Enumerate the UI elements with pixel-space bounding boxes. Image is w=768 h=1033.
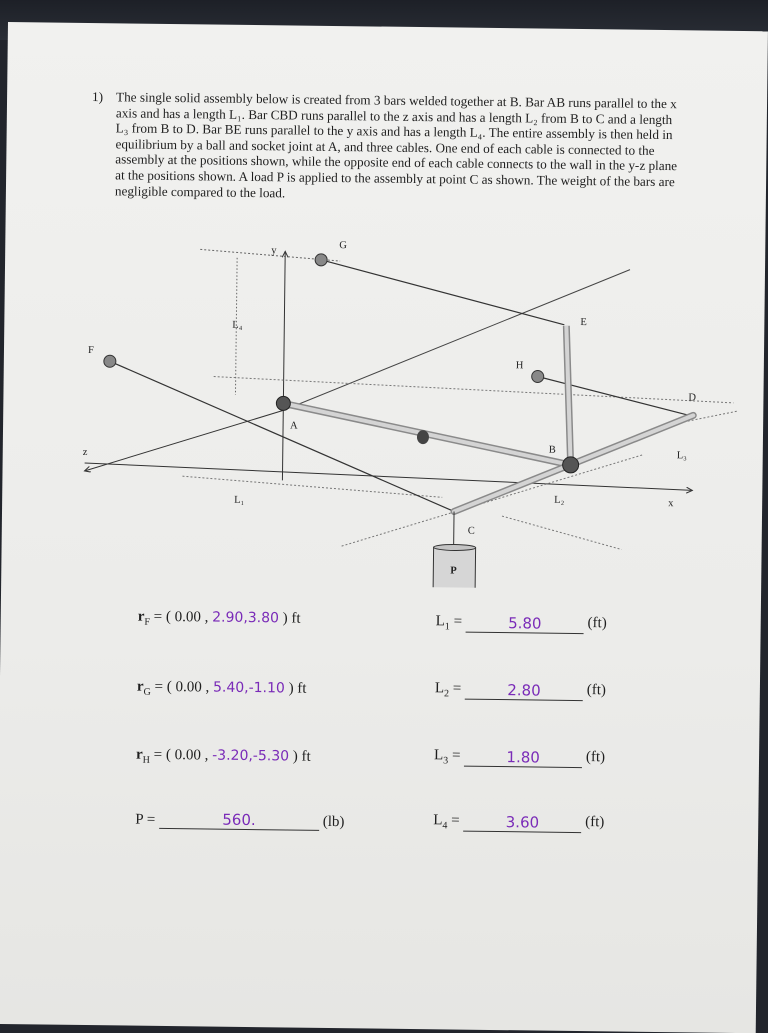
L1-dim-line	[182, 476, 442, 497]
wall-line	[283, 265, 630, 414]
label-F: F	[88, 345, 94, 356]
weld-joint-B	[563, 457, 579, 473]
assembly-diagram	[1, 22, 768, 591]
label-P: P	[450, 565, 457, 576]
P-handwritten-value: 560.	[159, 810, 319, 831]
wall-anchor-H	[532, 370, 544, 382]
label-y: y	[271, 245, 277, 256]
answer-P: P = 560. (lb)	[135, 810, 344, 832]
label-H: H	[516, 360, 524, 371]
label-L4: L₄	[232, 320, 243, 331]
answer-rH: $r_H$ = ( 0.00 , -3.20,-5.30 ) ft	[136, 747, 311, 768]
answer-L4: $L_4 = 3.60$ (ft)	[433, 812, 604, 833]
L1-handwritten-value: 5.80	[466, 614, 584, 634]
problem-text: The single solid assembly below is created from 3 bars welded together at B. Bar AB runs parallel to the x axis and has a length L₁. Bar CBD runs parallel to the z axis and has a length L₂ from B to C and a length L₃ from B to D. Bar BE runs parallel to the y axis and has a length L₄. The entire assembly is then held in equilibrium by a ball and socket joint at A, and three cables. One end of each cable is connected to the assembly at the positions shown, while the opposite end of each cable connects to the wall in the y-z plane at the positions shown. A load P is applied to the assembly at point C as shown. The weight of the bars are negligible compared to the load.	[115, 89, 682, 205]
L3-handwritten-value: 1.80	[464, 748, 582, 768]
ref-dotted-low	[342, 451, 643, 550]
L2-dim-line	[502, 516, 622, 549]
label-x: x	[668, 498, 674, 509]
label-C: C	[468, 526, 475, 537]
z-axis	[85, 408, 284, 473]
label-G: G	[339, 240, 347, 251]
cable-F	[108, 361, 456, 511]
wall-anchor-G	[315, 254, 327, 266]
x-axis	[84, 463, 692, 490]
label-L2: L₂	[554, 495, 565, 506]
answer-rG: $r_G$ = ( 0.00 , 5.40,-1.10 ) ft	[137, 679, 307, 700]
L2-handwritten-value: 2.80	[465, 681, 583, 701]
rG-handwritten-value: 5.40,-1.10	[213, 680, 285, 697]
label-L3: L₃	[677, 450, 688, 461]
problem-number: 1)	[92, 89, 103, 105]
cable-G	[320, 260, 565, 325]
ball-socket-A	[276, 396, 290, 410]
ref-dotted-mid	[213, 377, 733, 403]
label-D: D	[688, 392, 696, 403]
rH-handwritten-value: -3.20,-5.30	[212, 748, 289, 765]
label-z: z	[83, 447, 88, 458]
answer-L2: $L_2 = 2.80$ (ft)	[435, 680, 606, 701]
label-A: A	[290, 420, 298, 431]
y-axis	[282, 251, 285, 480]
label-L1: L₁	[234, 495, 244, 506]
L4-handwritten-value: 3.60	[463, 813, 581, 833]
answer-rF: $r_F$ = ( 0.00 , 2.90,3.80 ) ft	[138, 609, 301, 630]
label-B: B	[549, 445, 556, 456]
answer-L1: $L_1 = 5.80$ (ft)	[436, 613, 607, 634]
paper-sheet	[0, 22, 768, 1033]
rF-handwritten-value: 2.90,3.80	[212, 610, 279, 627]
cable-H	[537, 376, 693, 416]
label-E: E	[580, 317, 587, 328]
answer-L3: $L_3 = 1.80$ (ft)	[434, 747, 605, 768]
wall-anchor-F	[104, 355, 116, 367]
